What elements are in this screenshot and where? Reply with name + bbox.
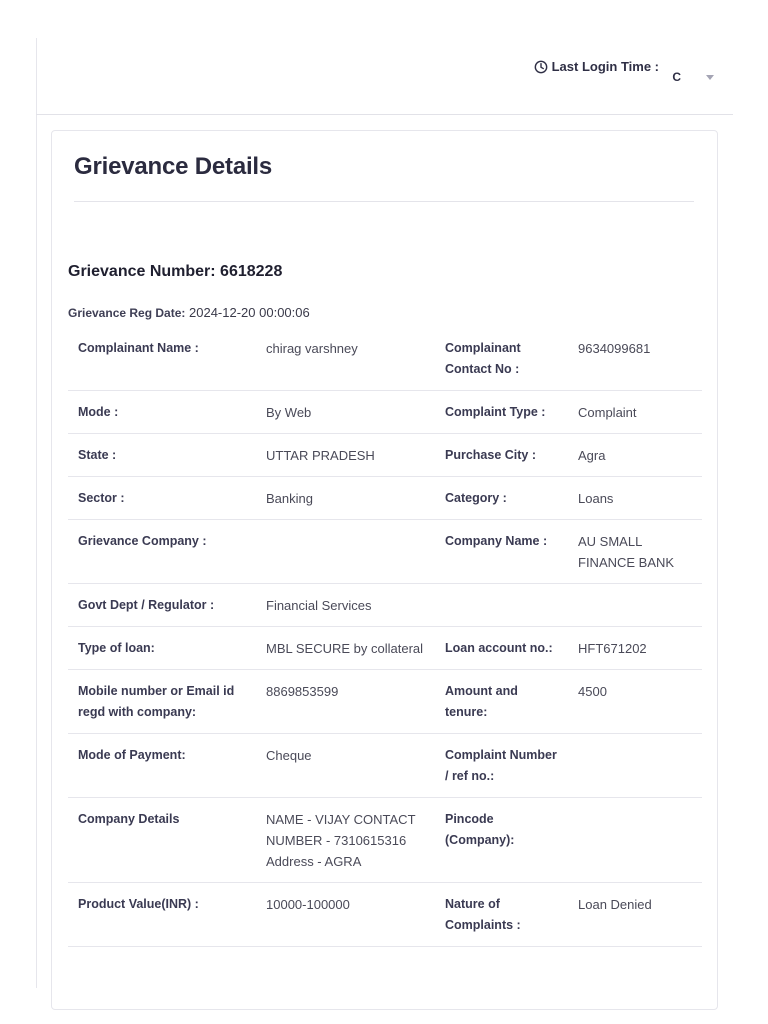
field-value: chirag varshney [256, 327, 435, 391]
field-value [256, 520, 435, 584]
table-row [68, 434, 702, 477]
field-label: Complaint Number / ref no.: [435, 734, 568, 798]
table-row [68, 627, 702, 670]
user-avatar-initial[interactable]: C [672, 70, 681, 84]
field-label: Category : [435, 477, 568, 520]
page-frame-edge [36, 38, 37, 988]
field-label: Purchase City : [435, 434, 568, 477]
field-label: Company Details [68, 798, 256, 883]
table-row [68, 477, 702, 520]
field-value: Loan Denied [568, 883, 702, 947]
page-title: Grievance Details [74, 153, 273, 180]
grievance-reg-date [68, 305, 310, 320]
field-value: Agra [568, 434, 702, 477]
field-label: Company Name : [435, 520, 568, 584]
field-value: UTTAR PRADESH [256, 434, 435, 477]
field-label: Complainant Contact No : [435, 327, 568, 391]
field-value [568, 798, 702, 883]
field-label: Pincode (Company): [435, 798, 568, 883]
table-row [68, 670, 702, 734]
field-value: MBL SECURE by collateral [256, 627, 435, 670]
reg-date-label: Grievance Reg Date: [68, 306, 186, 320]
field-label [435, 584, 568, 627]
field-label: Mode : [68, 391, 256, 434]
field-value: Banking [256, 477, 435, 520]
table-row [68, 391, 702, 434]
top-bar [36, 38, 733, 115]
table-row [68, 734, 702, 798]
field-label: Mobile number or Email id regd with company: [68, 670, 256, 734]
field-label: Type of loan: [68, 627, 256, 670]
table-row [68, 520, 702, 584]
field-label: Sector : [68, 477, 256, 520]
field-value: Complaint [568, 391, 702, 434]
field-value: Financial Services [256, 584, 435, 627]
field-label: Nature of Complaints : [435, 883, 568, 947]
clock-icon [534, 60, 548, 74]
field-label: Complaint Type : [435, 391, 568, 434]
field-label: Govt Dept / Regulator : [68, 584, 256, 627]
field-value: 4500 [568, 670, 702, 734]
last-login-label: Last Login Time : [551, 59, 659, 74]
chevron-down-icon[interactable] [706, 75, 714, 80]
field-value: AU SMALL FINANCE BANK [568, 520, 702, 584]
field-value: Loans [568, 477, 702, 520]
table-row [68, 327, 702, 391]
field-label: Grievance Company : [68, 520, 256, 584]
table-row [68, 883, 702, 947]
field-label: Complainant Name : [68, 327, 256, 391]
grievance-number: Grievance Number: 6618228 [68, 263, 283, 280]
field-value: HFT671202 [568, 627, 702, 670]
title-divider [74, 201, 694, 202]
field-value: By Web [256, 391, 435, 434]
field-label: Mode of Payment: [68, 734, 256, 798]
grievance-details-card [51, 130, 718, 1010]
field-label: Amount and tenure: [435, 670, 568, 734]
table-row [68, 584, 702, 627]
field-value: 8869853599 [256, 670, 435, 734]
field-value: 9634099681 [568, 327, 702, 391]
field-value: Cheque [256, 734, 435, 798]
last-login-info [534, 59, 659, 74]
field-value: NAME - VIJAY CONTACT NUMBER - 7310615316 Address - AGRA [256, 798, 435, 883]
reg-date-value: 2024-12-20 00:00:06 [189, 305, 310, 320]
field-value [568, 734, 702, 798]
field-value: 10000-100000 [256, 883, 435, 947]
field-label: Loan account no.: [435, 627, 568, 670]
field-value [568, 584, 702, 627]
field-label: State : [68, 434, 256, 477]
field-label: Product Value(INR) : [68, 883, 256, 947]
details-table [68, 327, 702, 947]
table-row [68, 798, 702, 883]
